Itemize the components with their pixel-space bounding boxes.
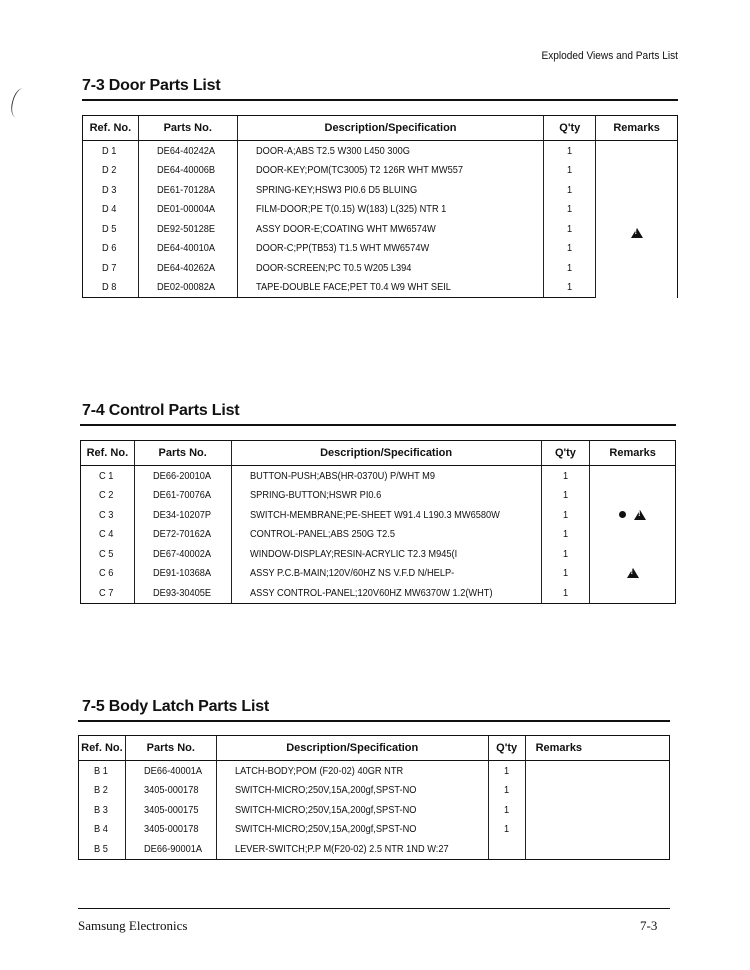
part-number-cell-text: DE64-40006B [156, 164, 215, 177]
ref-cell-text: D 8 [102, 281, 117, 294]
table-row [83, 219, 678, 239]
quantity-cell-text: 1 [566, 222, 572, 235]
footer-page-number: 7-3 [640, 918, 658, 933]
description-cell [216, 781, 488, 801]
quantity-cell-text: 1 [503, 784, 509, 797]
quantity-cell [541, 583, 590, 603]
quantity-cell-text: 1 [566, 144, 572, 157]
quantity-cell [541, 466, 590, 486]
part-number-cell-text: DE61-70128A [156, 183, 215, 196]
quantity-cell-text: 1 [566, 242, 572, 255]
ref-cell [81, 466, 135, 486]
col-remarks: Remarks [525, 736, 669, 761]
description-cell-text: DOOR-A;ABS T2.5 W300 L450 300G [255, 144, 410, 157]
ref-cell-text: D 3 [102, 183, 117, 196]
ref-cell [83, 278, 139, 298]
remarks-cell [590, 525, 676, 545]
part-number-cell-text: DE66-20010A [152, 469, 211, 482]
description-cell [231, 466, 541, 486]
table-row [83, 200, 678, 220]
part-number-cell [134, 544, 231, 564]
remarks-cell [525, 820, 669, 840]
quantity-cell-text: 1 [562, 528, 568, 541]
table-row [79, 800, 670, 820]
remarks-cell [590, 583, 676, 603]
remarks-cell [590, 505, 676, 525]
col-qty: Q'ty [541, 441, 590, 466]
description-cell-text: WINDOW-DISPLAY;RESIN-ACRYLIC T2.3 M945(I [249, 547, 457, 560]
col-parts: Parts No. [134, 441, 231, 466]
description-cell [216, 839, 488, 859]
ref-cell [83, 239, 139, 259]
table-row [81, 544, 676, 564]
table-row [81, 486, 676, 506]
quantity-cell [488, 820, 525, 840]
quantity-cell-text: 1 [562, 469, 568, 482]
table-row [83, 239, 678, 259]
description-cell [237, 278, 544, 298]
description-cell [237, 219, 544, 239]
table-header-row [83, 116, 678, 141]
ref-cell [83, 141, 139, 161]
col-qty: Q'ty [544, 116, 596, 141]
col-ref: Ref. No. [79, 736, 126, 761]
ref-cell [81, 564, 135, 584]
body-latch-title-rule [78, 720, 670, 722]
table-row [83, 278, 678, 298]
quantity-cell-text: 1 [562, 567, 568, 580]
quantity-cell [488, 839, 525, 859]
control-parts-table [80, 440, 676, 604]
part-number-cell [138, 278, 237, 298]
description-cell-text: ASSY CONTROL-PANEL;120V60HZ MW6370W 1.2(WHT) [249, 586, 493, 599]
ref-cell-text: C 1 [99, 469, 114, 482]
part-number-cell-text: DE02-00082A [156, 281, 215, 294]
table-row [83, 180, 678, 200]
quantity-cell [544, 219, 596, 239]
body-latch-section-title: 7-5 Body Latch Parts List [82, 698, 270, 715]
col-ref: Ref. No. [83, 116, 139, 141]
description-cell-text: DOOR-KEY;POM(TC3005) T2 126R WHT MW557 [255, 164, 463, 177]
table-row [79, 781, 670, 801]
part-number-cell [125, 839, 216, 859]
remarks-cell [596, 141, 678, 298]
part-number-cell-text: DE64-40262A [156, 261, 215, 274]
quantity-cell-text: 1 [562, 547, 568, 560]
part-number-cell-text: DE66-90001A [143, 842, 202, 855]
quantity-cell [541, 486, 590, 506]
door-title-rule [82, 99, 678, 101]
remarks-cell [590, 466, 676, 486]
part-number-cell [138, 141, 237, 161]
part-number-cell [134, 564, 231, 584]
part-number-cell [138, 239, 237, 259]
description-cell [231, 544, 541, 564]
part-number-cell [134, 486, 231, 506]
remarks-cell [525, 800, 669, 820]
body-latch-parts-table [78, 735, 670, 860]
remarks-cell [525, 839, 669, 859]
description-cell [237, 141, 544, 161]
table-header-row [81, 441, 676, 466]
ref-cell [83, 200, 139, 220]
description-cell-text: SWITCH-MICRO;250V,15A,200gf,SPST-NO [234, 803, 417, 816]
quantity-cell-text: 1 [562, 489, 568, 502]
quantity-cell-text: 1 [503, 803, 509, 816]
footer-rule [78, 908, 670, 909]
part-number-cell [125, 761, 216, 781]
description-cell-text: SWITCH-MEMBRANE;PE-SHEET W91.4 L190.3 MW6580W [249, 508, 500, 521]
description-cell [237, 200, 544, 220]
description-cell [237, 258, 544, 278]
quantity-cell [541, 505, 590, 525]
description-cell-text: SWITCH-MICRO;250V,15A,200gf,SPST-NO [234, 823, 417, 836]
part-number-cell-text: DE91-10368A [152, 567, 211, 580]
part-number-cell [125, 820, 216, 840]
ref-cell-text: D 6 [102, 242, 117, 255]
quantity-cell [544, 161, 596, 181]
ref-cell [83, 161, 139, 181]
col-ref: Ref. No. [81, 441, 135, 466]
description-cell [231, 525, 541, 545]
description-cell [237, 180, 544, 200]
quantity-cell-text: 1 [566, 203, 572, 216]
part-number-cell-text: DE93-30405E [152, 586, 211, 599]
ref-cell-text: C 5 [99, 547, 114, 560]
part-number-cell [138, 161, 237, 181]
quantity-cell [544, 278, 596, 298]
ref-cell-text: D 2 [102, 164, 117, 177]
col-qty: Q'ty [488, 736, 525, 761]
part-number-cell [138, 219, 237, 239]
ref-cell [83, 219, 139, 239]
quantity-cell [544, 141, 596, 161]
part-number-cell [134, 583, 231, 603]
remarks-cell [590, 564, 676, 584]
part-number-cell [125, 800, 216, 820]
door-parts-table [82, 115, 678, 298]
description-cell [216, 761, 488, 781]
table-row [81, 466, 676, 486]
ref-cell-text: C 4 [99, 528, 114, 541]
control-section-title: 7-4 Control Parts List [82, 402, 240, 419]
part-number-cell-text: 3405-000178 [143, 823, 199, 836]
description-cell-text: SPRING-BUTTON;HSWR PI0.6 [249, 489, 381, 502]
quantity-cell [541, 564, 590, 584]
description-cell-text: LEVER-SWITCH;P.P M(F20-02) 2.5 NTR 1ND W:27 [234, 842, 449, 855]
ref-cell-text: B 4 [94, 823, 108, 836]
quantity-cell [541, 544, 590, 564]
ref-cell [83, 258, 139, 278]
door-section-title: 7-3 Door Parts List [82, 77, 221, 94]
part-number-cell [134, 466, 231, 486]
ref-cell [81, 544, 135, 564]
ref-cell [79, 839, 126, 859]
quantity-cell [544, 239, 596, 259]
description-cell [231, 564, 541, 584]
quantity-cell [488, 761, 525, 781]
warning-triangle-icon [627, 568, 639, 578]
ref-cell [81, 525, 135, 545]
description-cell-text: LATCH-BODY;POM (F20-02) 40GR NTR [234, 764, 403, 777]
table-row [81, 583, 676, 603]
description-cell-text: FILM-DOOR;PE T(0.15) W(183) L(325) NTR 1 [255, 203, 447, 216]
table-row [83, 141, 678, 161]
ref-cell-text: D 7 [102, 261, 117, 274]
running-header: Exploded Views and Parts List [541, 50, 678, 62]
part-number-cell-text: DE64-40010A [156, 242, 215, 255]
col-remarks: Remarks [596, 116, 678, 141]
part-number-cell-text: 3405-000178 [143, 784, 199, 797]
description-cell-text: SWITCH-MICRO;250V,15A,200gf,SPST-NO [234, 784, 417, 797]
table-row [83, 258, 678, 278]
description-cell-text: CONTROL-PANEL;ABS 250G T2.5 [249, 528, 395, 541]
quantity-cell-text: 1 [562, 586, 568, 599]
part-number-cell [134, 505, 231, 525]
description-cell [231, 583, 541, 603]
quantity-cell-text: 1 [566, 164, 572, 177]
ref-cell [81, 486, 135, 506]
part-number-cell-text: DE72-70162A [152, 528, 211, 541]
part-number-cell-text: DE67-40002A [152, 547, 211, 560]
quantity-cell [541, 525, 590, 545]
description-cell [216, 800, 488, 820]
table-row [81, 564, 676, 584]
description-cell [231, 505, 541, 525]
ref-cell-text: B 1 [94, 764, 108, 777]
part-number-cell-text: DE61-70076A [152, 489, 211, 502]
ref-cell [79, 781, 126, 801]
quantity-cell [544, 200, 596, 220]
ref-cell-text: D 1 [102, 144, 117, 157]
col-parts: Parts No. [138, 116, 237, 141]
table-row [79, 761, 670, 781]
col-desc: Description/Specification [231, 441, 541, 466]
remarks-cell [590, 544, 676, 564]
part-number-cell [138, 258, 237, 278]
quantity-cell-text: 1 [566, 281, 572, 294]
ref-cell-text: C 6 [99, 567, 114, 580]
table-row [83, 161, 678, 181]
quantity-cell-text: 1 [566, 261, 572, 274]
description-cell-text: SPRING-KEY;HSW3 PI0.6 D5 BLUING [255, 183, 417, 196]
part-number-cell-text: DE64-40242A [156, 144, 215, 157]
quantity-cell [488, 800, 525, 820]
part-number-cell [138, 200, 237, 220]
ref-cell-text: C 2 [99, 489, 114, 502]
ref-cell-text: B 2 [94, 784, 108, 797]
ref-cell-text: D 4 [102, 203, 117, 216]
margin-mark [8, 87, 30, 120]
part-number-cell [138, 180, 237, 200]
ref-cell-text: B 5 [94, 842, 108, 855]
ref-cell-text: D 5 [102, 222, 117, 235]
remarks-cell [590, 486, 676, 506]
control-title-rule [80, 424, 676, 426]
description-cell-text: BUTTON-PUSH;ABS(HR-0370U) P/WHT M9 [249, 469, 435, 482]
ref-cell-text: C 7 [99, 586, 114, 599]
part-number-cell-text: 3405-000175 [143, 803, 199, 816]
description-cell [237, 161, 544, 181]
ref-cell [83, 180, 139, 200]
table-row [81, 525, 676, 545]
description-cell-text: DOOR-C;PP(TB53) T1.5 WHT MW6574W [255, 242, 429, 255]
part-number-cell-text: DE66-40001A [143, 764, 202, 777]
remarks-cell [525, 781, 669, 801]
quantity-cell-text: 1 [503, 823, 509, 836]
quantity-cell [544, 258, 596, 278]
ref-cell-text: B 3 [94, 803, 108, 816]
table-row [79, 820, 670, 840]
description-cell-text: ASSY DOOR-E;COATING WHT MW6574W [255, 222, 436, 235]
description-cell [231, 486, 541, 506]
remarks-cell [525, 761, 669, 781]
warning-triangle-icon [631, 228, 643, 238]
ref-cell [79, 761, 126, 781]
warning-triangle-icon [634, 510, 646, 520]
quantity-cell-text: 1 [566, 183, 572, 196]
col-desc: Description/Specification [237, 116, 544, 141]
part-number-cell-text: DE01-00004A [156, 203, 215, 216]
quantity-cell-text: 1 [503, 764, 509, 777]
part-number-cell [125, 781, 216, 801]
part-number-cell [134, 525, 231, 545]
table-row [81, 505, 676, 525]
ref-cell [81, 505, 135, 525]
ref-cell-text: C 3 [99, 508, 114, 521]
table-header-row [79, 736, 670, 761]
quantity-cell-text: 1 [562, 508, 568, 521]
part-number-cell-text: DE92-50128E [156, 222, 215, 235]
bullet-dot-icon [619, 511, 626, 518]
quantity-cell [488, 781, 525, 801]
col-parts: Parts No. [125, 736, 216, 761]
quantity-cell [544, 180, 596, 200]
col-remarks: Remarks [590, 441, 676, 466]
part-number-cell-text: DE34-10207P [152, 508, 211, 521]
description-cell-text: TAPE-DOUBLE FACE;PET T0.4 W9 WHT SEIL [255, 281, 451, 294]
ref-cell [79, 820, 126, 840]
description-cell [216, 820, 488, 840]
ref-cell [81, 583, 135, 603]
footer-company: Samsung Electronics [78, 918, 188, 933]
description-cell-text: ASSY P.C.B-MAIN;120V/60HZ NS V.F.D N/HELP- [249, 567, 454, 580]
description-cell [237, 239, 544, 259]
description-cell-text: DOOR-SCREEN;PC T0.5 W205 L394 [255, 261, 412, 274]
ref-cell [79, 800, 126, 820]
col-desc: Description/Specification [216, 736, 488, 761]
table-row [79, 839, 670, 859]
